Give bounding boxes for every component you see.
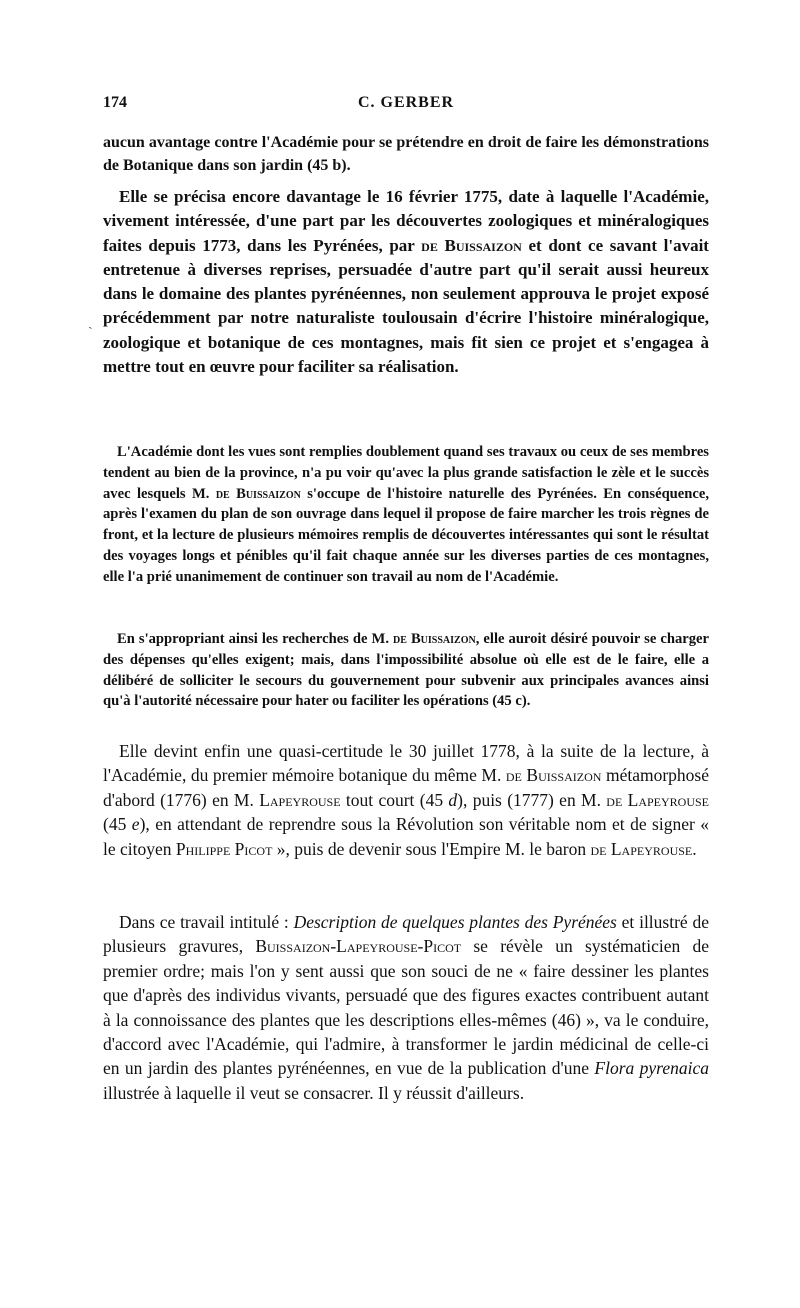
person-name: de Lapeyrouse [590, 838, 693, 859]
paragraph-4 [103, 910, 709, 1105]
paragraph-4-text-b: et illustré de plusieurs gravures, [103, 912, 709, 957]
quotation-2 [103, 629, 709, 712]
quotation-1-text-b: s'occupe de l'histoire naturelle des Pyrénées. En conséquence, après l'examen du plan de son ouvrage dans lequel il propose de faire marcher les trois règnes de front, et la lecture de plusieurs mémoires remplis de découvertes intéressantes qui sont le résultat des voyages longs et pénibles qu'il fait chaque année sur les diverses parties de ces montagnes, elle l'a prié unanimement de continuer son travail au nom de l'Académie. [103, 485, 709, 585]
person-name: de Buissaizon [393, 631, 476, 647]
reference-letter: e [131, 814, 140, 835]
paragraph-1 [103, 131, 709, 177]
paragraph-2 [103, 185, 709, 379]
quotation-2-text-a: En s'appropriant ainsi les recherches de M. [117, 631, 394, 647]
margin-mark: ˏ [88, 315, 93, 330]
paragraph-3-text-g: », puis de devenir sous l'Empire M. le baron [272, 838, 591, 859]
person-name: Lapeyrouse [259, 789, 341, 810]
person-name: Buissaizon-Lapeyrouse-Picot [255, 936, 462, 957]
person-name: de Buissaizon [421, 235, 522, 255]
person-name: de Lapeyrouse [606, 789, 709, 810]
paragraph-2-text-b: et dont ce savant l'avait entretenue à diverses reprises, persuadée d'autre part qu'il serait aussi heureux dans le domaine des plantes pyrénéennes, non seulement approuva le projet exposé précédemment par notre naturaliste toulousain d'écrire l'histoire minéralogique, zoologique et botanique de ces montagnes, mais fit sien ce projet et s'engagea à mettre tout en œuvre pour faciliter sa réalisation. [103, 235, 709, 377]
page-header [103, 94, 709, 116]
paragraph-3-text-h: . [692, 838, 697, 859]
paragraph-3-text-c: tout court (45 [340, 789, 449, 810]
paragraph-3-text-e: (45 [103, 814, 132, 835]
person-name: de Buissaizon [505, 765, 602, 786]
paragraph-1-text: aucun avantage contre l'Académie pour se prétendre en droit de faire les démonstrations de Botanique dans son jardin (45 b). [103, 134, 709, 174]
page-number: 174 [103, 94, 127, 111]
paragraph-3 [103, 739, 709, 861]
paragraph-4-text-d: illustrée à laquelle il veut se consacrer. Il y réussit d'ailleurs. [103, 1082, 525, 1103]
quotation-2-text-b: , elle auroit désiré pouvoir se charger des dépenses qu'elles exigent; mais, dans l'impossibilité absolue où elle est de le faire, elle a délibéré de solliciter le secours du gouvernement pour subvenir aux principales avances ainsi qu'à l'autorité nécessaire pour hater ou faciliter les opérations (45 c). [103, 631, 709, 710]
paragraph-3-text-d: ), puis (1777) en M. [457, 789, 607, 810]
paragraph-2-text-a: Elle se précisa encore davantage le 16 février 1775, date à laquelle l'Académie, vivement intéressée, d'une part par les découvertes zoologiques et minéralogiques faites depuis 1773, dans les Pyrénées, par [103, 187, 709, 255]
paragraph-4-text-a: Dans ce travail intitulé : [119, 912, 294, 932]
paragraph-4-text-c: se révèle un systématicien de premier ordre; mais l'on y sent aussi que son souci de ne « faire dessiner les plantes que d'après des individus vivants, persuadé que des figures exactes contribuent autant à la connoissance des plantes que les descriptions elles-mêmes (46) », va le conduire, d'accord avec l'Académie, qui l'admire, à transformer le jardin médicinal de celle-ci en un jardin des plantes pyrénéennes, en vue de la publication d'une [103, 936, 709, 1079]
paragraph-3-text-f: ), en attendant de reprendre sous la Révolution son véritable nom et de signer « le citoyen [103, 814, 709, 859]
person-name: de Buissaizon [215, 485, 301, 502]
reference-letter: d [448, 789, 458, 810]
quotation-1-text-a: L'Académie dont les vues sont remplies doublement quand ses travaux ou ceux de ses membres tendent au bien de la province, n'a pu voir qu'avec la plus grande satisfaction le zèle et le succès avec lesquels M. [103, 444, 709, 502]
person-name: Philippe Picot [175, 838, 273, 859]
work-title: Flora pyrenaica [594, 1058, 709, 1079]
paragraph-3-text-a: Elle devint enfin une quasi-certitude le 30 juillet 1778, à la suite de la lecture, à l'Académie, du premier mémoire botanique du même M. [103, 741, 709, 786]
work-title: Description de quelques plantes des Pyrénées [293, 912, 617, 932]
paragraph-3-text-b: métamorphosé d'abord (1776) en M. [103, 765, 709, 810]
running-title: C. GERBER [357, 94, 455, 111]
quotation-1 [103, 442, 709, 588]
